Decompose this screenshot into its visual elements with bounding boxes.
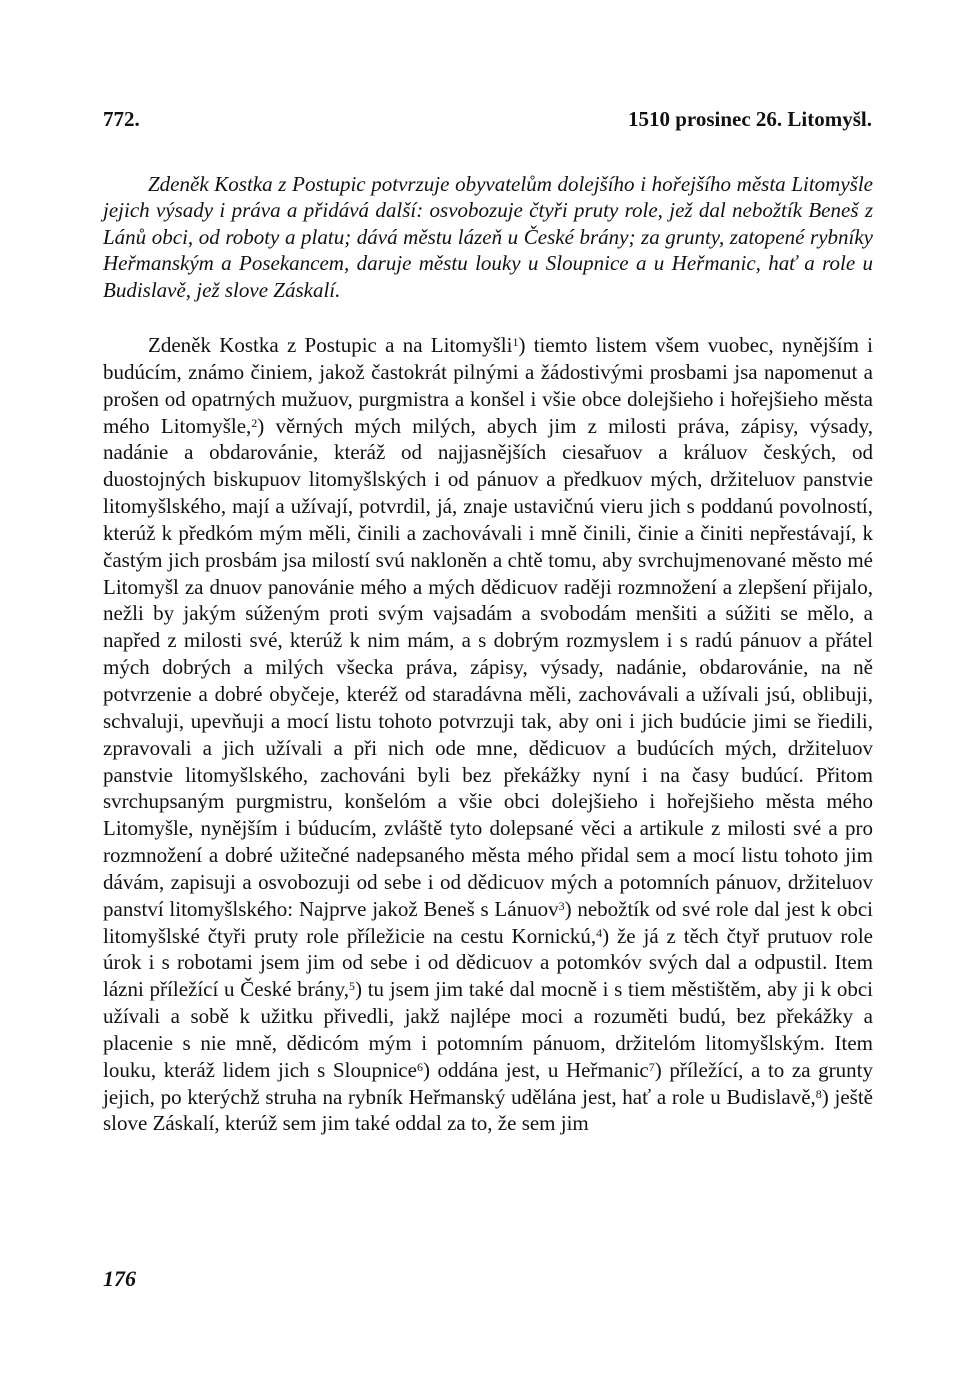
page-number: 176 bbox=[103, 1266, 136, 1291]
date-place: 1510 prosinec 26. Litomyšl. bbox=[627, 107, 872, 131]
text-segment: ) ještě slove Záskalí, kterúž sem jim také oddal za to, že sem jim bbox=[103, 1084, 873, 1136]
charter-text bbox=[103, 332, 873, 1137]
footnote-marker: 1 bbox=[512, 335, 519, 349]
footnote-marker: 6 bbox=[416, 1059, 423, 1074]
footnote-marker: 8 bbox=[815, 1086, 822, 1101]
footnote-marker: 3 bbox=[558, 898, 565, 913]
page-header bbox=[103, 104, 872, 134]
text-segment: ) oddána jest, u Heřmanic bbox=[422, 1057, 649, 1082]
footnote-marker: 4 bbox=[596, 925, 603, 940]
text-segment: ) nebožtík od své role dal jest k obci litomyšlské čtyři pruty role příležicie na cestu Kornickú, bbox=[103, 896, 874, 948]
text-segment: Zdeněk Kostka z Postupic a na Litomyšli bbox=[148, 333, 513, 357]
text-segment: ) že já z těch čtyř prutuov role úrok i s robotami jsem jim od sebe i od dědicuov a potomkóv svých dal a odpustil. Item lázni příležící u České brány, bbox=[103, 923, 873, 1002]
text-segment: ) tiemto listem všem vuobec, nynějším i budúcím, známo činiem, jakož častokrát pilnými a žádostivými prosbami jsa napomenut a prošen od opatrných mužuov, purgmistra a konšel i všie obce dolejšieho i hořejšieho města mého Litomyšle, bbox=[103, 333, 873, 438]
text-segment: ) příležící, a to za grunty jejich, po kterýchž struha na rybník Heřmanský udělána jest, hať a role u Budislavě, bbox=[103, 1057, 873, 1109]
regest-summary: Zdeněk Kostka z Postupic potvrzuje obyvatelům dolejšího i hořejšího města Litomyšle jejich výsady i práva a přidává další: osvobozuje čtyři pruty role, jež dal nebožtík Beneš z Lánů obci, od roboty a platu; dává městu lázeň u České brány; za grunty, zatopené rybníky Heřmanským a Posekancem, daruje městu louky u Sloupnice a u Heřmanic, hať a role u Budislavě, jež slove Záskalí. bbox=[103, 172, 873, 302]
footnote-marker: 5 bbox=[349, 979, 355, 994]
text-segment: ) věrných mých milých, abych jim z milosti práva, zápisy, výsady, nadánie a obdarovánie, kteráž od najjasnějších ciesařuov a králuov českých, od duostojných biskupuov litomyšlských i od pánuov a předkuov mých, držiteluov panstvie litomyšlského, mají a užívají, potvrdil, já, znaje ustavičnú vieru jich s poddanú povolností, kterúž k předkóm mým měli, činili a zachovávali i mně činili, činie a činiti nepřestávají, k častým jich prosbám jsa milostí svú nakloněn a chtě tomu, aby svrchujmenované město mé Litomyšl za dnuov panovánie mého a mých dědicuov raději rozmnožení a zlepšení přijalo, nežli by jakým súženým proti svým vajsadám a svobodám menšiti a súžiti se mělo, a napřed z milosti své, kterúž k nim mám, a s dobrým rozmyslem i s radú pánuov a přátel mých dobrých a milých všecka práva, zápisy, výsady, nadánie, obdarovánie, na ně potvrzenie a dobré obyčeje, kteréž od staradávna měli, zachovávali a užívali jsú, oblibuji, schvaluji, upevňuji a mocí listu tohoto potvrzuji tak, aby oni i jich budúcie jimi se řiedili, zpravovali a jich užívali a při nich ode mne, dědicuov a budúcích mých, držiteluov panstvie litomyšlského, zachováni byli bez překážky nyní i na časy budúcí. Přitom svrchupsaným purgmistru, konšelóm a všie obci dolejšieho i hořejšieho města mého Litomyšle, nynějším i búducím, zvláště tyto dolepsané věci a artikule z milosti své a pro rozmnožení a dobré užitečné nadepsaného města mého přidal sem a mocí listu tohoto jim dávám, zapisuji a osvobozuji od sebe i od dědicuov mých a potomních pánuov, držiteluov panství litomyšlského: Najprve jakož Beneš s Lánuov bbox=[103, 413, 873, 921]
footnote-marker: 2 bbox=[251, 415, 258, 430]
text-segment: ) tu jsem jim také dal mocně i s tiem městištěm, aby ji k obci užívali a sobě k užitku přivedli, jakž najlépe moci a rozuměti budú, bez překážky a placenie s nie mně, dědicóm mým i potomním pánuom, držitelóm litomyšlským. Item louku, kteráž lidem jich s Sloupnice bbox=[103, 977, 873, 1082]
document-number: 772. bbox=[103, 107, 140, 131]
footnote-marker: 7 bbox=[648, 1059, 655, 1074]
